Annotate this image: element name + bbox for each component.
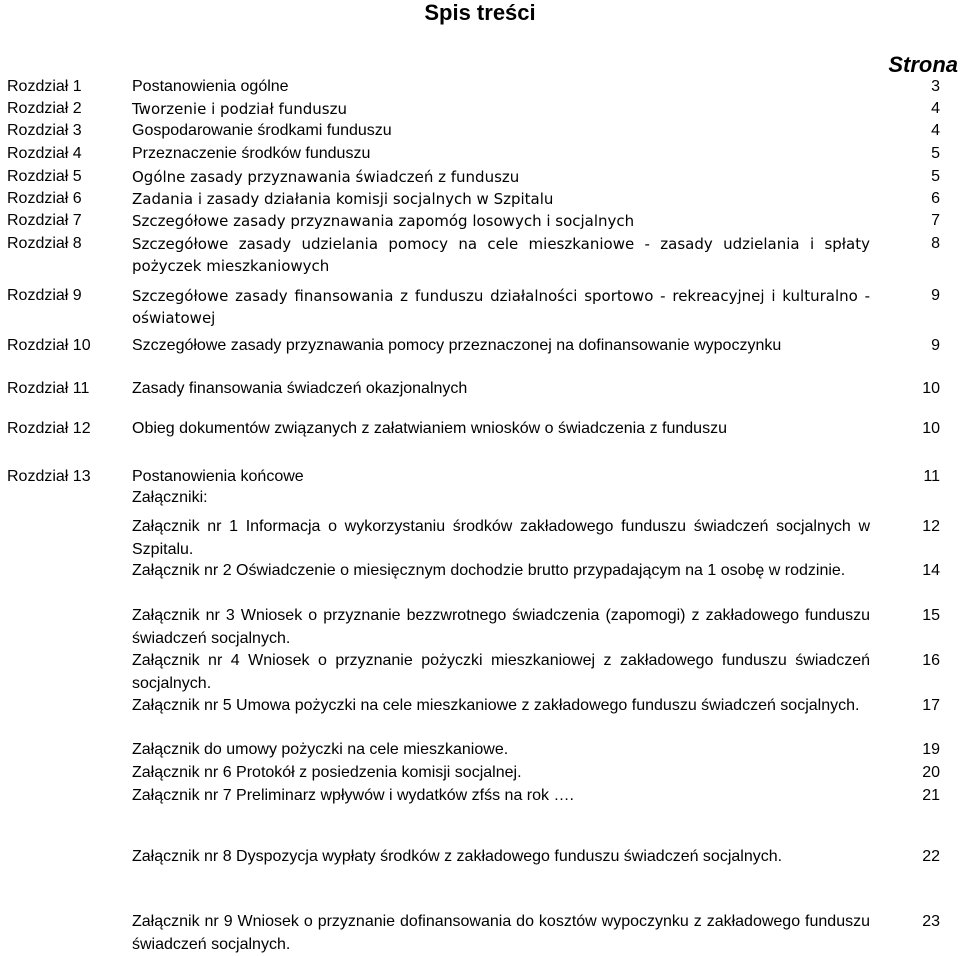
attachments-heading-label: Załączniki: [132, 489, 208, 506]
chapter-label: Rozdział 13 [7, 468, 91, 485]
chapter-label: Rozdział 11 [7, 380, 90, 397]
chapter-page-number: 4 [931, 100, 940, 117]
chapter-label: Rozdział 5 [7, 168, 82, 185]
chapter-label: Rozdział 8 [7, 235, 82, 252]
chapter-label: Rozdział 3 [7, 122, 82, 139]
chapter-title: Zasady finansowania świadczeń okazjonalnych [132, 380, 468, 397]
attachment-title: Załącznik do umowy pożyczki na cele mieszkaniowe. [132, 741, 509, 758]
attachment-page-number: 12 [922, 518, 940, 535]
chapter-title: Przeznaczenie środków funduszu [132, 145, 371, 162]
chapter-title: Zadania i zasady działania komisji socjalnych w Szpitalu [132, 190, 554, 208]
attachment-title: Załącznik nr 2 Oświadczenie o miesięcznym dochodzie brutto przypadającym na 1 osobę w rodzinie. [132, 562, 846, 579]
chapter-page-number: 11 [923, 468, 940, 485]
chapter-page-number: 3 [931, 78, 940, 95]
chapter-title: Szczegółowe zasady finansowania z funduszu działalności sportowo - rekreacyjnej i kulturalno - oświatowej [132, 287, 870, 327]
chapter-title: Tworzenie i podział funduszu [132, 100, 348, 118]
chapter-page-number: 10 [922, 420, 940, 437]
chapter-page-number: 8 [931, 235, 940, 252]
page-column-header: Strona [888, 52, 958, 77]
attachment-page-number: 17 [922, 697, 940, 714]
chapter-title: Postanowienia końcowe [132, 468, 304, 485]
attachment-title: Załącznik nr 3 Wniosek o przyznanie bezzwrotnego świadczenia (zapomogi) z zakładowego funduszu świadczeń socjalnych. [132, 607, 870, 647]
chapter-label: Rozdział 1 [7, 78, 82, 95]
chapter-page-number: 5 [931, 168, 940, 185]
attachment-title: Załącznik nr 1 Informacja o wykorzystaniu środków zakładowego funduszu świadczeń socjalnych w Szpitalu. [132, 518, 870, 558]
attachment-title: Załącznik nr 4 Wniosek o przyznanie pożyczki mieszkaniowej z zakładowego funduszu świadczeń socjalnych. [132, 652, 870, 692]
chapter-page-number: 6 [931, 190, 940, 207]
chapter-page-number: 10 [922, 380, 940, 397]
page-title: Spis treści [424, 0, 536, 25]
chapter-page-number: 5 [931, 145, 940, 162]
chapter-title: Szczegółowe zasady przyznawania pomocy przeznaczonej na dofinansowanie wypoczynku [132, 337, 782, 354]
chapter-label: Rozdział 6 [7, 190, 82, 207]
attachment-page-number: 14 [922, 562, 940, 579]
attachment-title: Załącznik nr 8 Dyspozycja wypłaty środków z zakładowego funduszu świadczeń socjalnych. [132, 848, 783, 865]
chapter-title: Ogólne zasady przyznawania świadczeń z funduszu [132, 168, 520, 186]
attachment-page-number: 23 [922, 913, 940, 930]
chapter-title: Gospodarowanie środkami funduszu [132, 122, 392, 139]
attachment-title: Załącznik nr 9 Wniosek o przyznanie dofinansowania do kosztów wypoczynku z zakładowego funduszu świadczeń socjalnych. [132, 913, 870, 953]
chapter-label: Rozdział 10 [7, 337, 91, 354]
chapter-label: Rozdział 4 [7, 145, 82, 162]
attachment-page-number: 16 [922, 652, 940, 669]
attachment-title: Załącznik nr 7 Preliminarz wpływów i wydatków zfśs na rok …. [132, 787, 574, 804]
attachment-page-number: 19 [922, 741, 940, 758]
chapter-title: Szczegółowe zasady przyznawania zapomóg losowych i socjalnych [132, 212, 635, 230]
chapter-label: Rozdział 7 [7, 212, 82, 229]
attachment-title: Załącznik nr 6 Protokół z posiedzenia komisji socjalnej. [132, 764, 522, 781]
chapter-label: Rozdział 2 [7, 100, 82, 117]
chapter-title: Obieg dokumentów związanych z załatwianiem wniosków o świadczenia z funduszu [132, 420, 727, 437]
chapter-label: Rozdział 9 [7, 287, 82, 304]
chapter-page-number: 9 [931, 337, 940, 354]
attachment-title: Załącznik nr 5 Umowa pożyczki na cele mieszkaniowe z zakładowego funduszu świadczeń socjalnych. [132, 697, 860, 714]
chapter-label: Rozdział 12 [7, 420, 91, 437]
attachment-page-number: 15 [922, 607, 940, 624]
chapter-page-number: 4 [931, 122, 940, 139]
chapter-title: Szczegółowe zasady udzielania pomocy na cele mieszkaniowe - zasady udzielania i spłaty pożyczek mieszkaniowych [132, 235, 870, 275]
chapter-page-number: 9 [931, 287, 940, 304]
attachment-page-number: 21 [922, 787, 940, 804]
chapter-title: Postanowienia ogólne [132, 78, 289, 95]
attachment-page-number: 20 [922, 764, 940, 781]
attachment-page-number: 22 [922, 848, 940, 865]
chapter-page-number: 7 [931, 212, 940, 229]
